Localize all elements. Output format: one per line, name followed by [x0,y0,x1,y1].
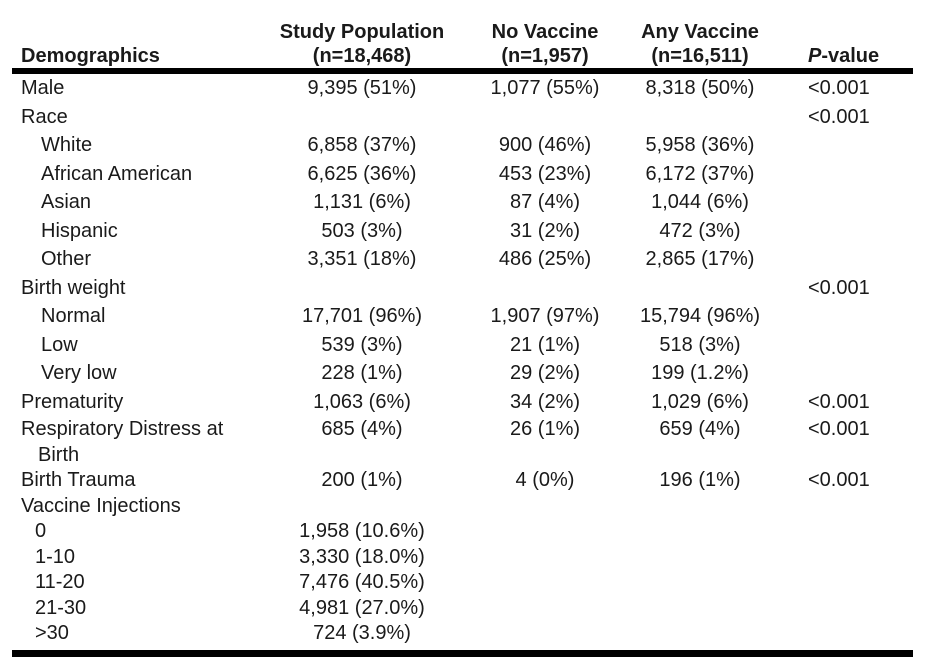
cell-no-vaccine: 34 (2%) [509,390,581,413]
cell-p-value [784,217,913,246]
table-row-other-race [12,245,913,274]
cell-any-vaccine: 8,318 (50%) [645,77,755,99]
table-row-race [12,103,913,132]
column-header-demographics: Demographics [12,19,250,71]
demographics-table [12,19,913,657]
column-header-no-vaccine [474,19,616,71]
cell-any-vaccine: 1,029 (6%) [651,390,749,413]
table-row-hispanic [12,217,913,246]
row-label: 21-30 [35,596,87,619]
table-row-birth-weight [12,274,913,303]
cell-study-population: 228 (1%) [321,362,403,384]
cell-study-population [250,274,474,303]
cell-study-population: 724 (3.9%) [313,622,411,644]
cell-no-vaccine: 31 (2%) [509,219,581,242]
cell-any-vaccine: 5,958 (36%) [645,134,755,156]
cell-study-population: 503 (3%) [321,219,403,242]
cell-p-value [784,570,913,596]
row-label: White [41,134,93,156]
table-header [12,19,913,71]
table-row-white [12,131,913,160]
no-vaccine-line1: No Vaccine [491,21,599,43]
cell-p-value: <0.001 [808,77,870,99]
cell-study-population: 1,131 (6%) [313,191,411,213]
table-row-african-american [12,160,913,189]
any-vaccine-n: (n=16,511) [651,45,749,67]
cell-any-vaccine [616,103,784,132]
cell-no-vaccine: 486 (25%) [498,248,592,270]
cell-no-vaccine [474,274,616,303]
cell-study-population: 7,476 (40.5%) [299,571,425,593]
cell-any-vaccine [616,519,784,545]
row-label: Birth weight [21,276,126,299]
row-label: Asian [41,191,92,213]
row-label: Very low [41,362,117,384]
any-vaccine-line1: Any Vaccine [641,21,759,43]
cell-no-vaccine [474,494,616,520]
cell-any-vaccine: 15,794 (96%) [639,305,761,327]
cell-any-vaccine: 472 (3%) [659,219,741,242]
cell-no-vaccine: 26 (1%) [509,418,581,440]
cell-study-population: 685 (4%) [321,418,403,440]
cell-no-vaccine: 4 (0%) [515,469,575,491]
cell-any-vaccine: 196 (1%) [659,469,741,491]
row-label: Vaccine Injections [21,494,181,517]
row-label: Race [21,105,68,128]
cell-study-population: 3,351 (18%) [307,248,417,270]
cell-no-vaccine: 453 (23%) [498,162,592,185]
study-population-line1: Study Population [279,21,445,43]
cell-p-value [784,596,913,622]
table-row-vaccine-injections [12,494,913,520]
table-row-injections-21-30 [12,596,913,622]
cell-study-population: 1,063 (6%) [313,390,411,413]
table-body [12,71,913,653]
cell-p-value [784,621,913,653]
cell-no-vaccine [474,570,616,596]
table-row-normal-weight [12,302,913,331]
column-header-study-population [250,19,474,71]
cell-p-value [784,188,913,217]
cell-no-vaccine [474,621,616,653]
row-label: 0 [35,520,47,542]
table-row-birth-trauma [12,468,913,494]
cell-p-value [784,359,913,388]
column-header-any-vaccine [616,19,784,71]
cell-any-vaccine [616,494,784,520]
table-row-injections-1-10 [12,545,913,571]
cell-no-vaccine: 1,907 (97%) [490,305,600,327]
table-row-respiratory-distress [12,416,913,468]
table-row-very-low-weight [12,359,913,388]
cell-p-value: <0.001 [808,390,870,413]
row-label: Respiratory Distress at Birth [21,418,224,466]
p-value-rest: -value [821,45,880,67]
table-row-injections-11-20 [12,570,913,596]
cell-any-vaccine [616,545,784,571]
cell-any-vaccine: 659 (4%) [659,418,741,440]
cell-study-population: 6,625 (36%) [307,162,417,185]
table-row-low-weight [12,331,913,360]
row-label: Male [21,77,65,99]
cell-study-population: 6,858 (37%) [307,134,417,156]
cell-no-vaccine: 900 (46%) [498,134,592,156]
cell-p-value [784,519,913,545]
row-label: 11-20 [35,571,85,593]
cell-any-vaccine: 2,865 (17%) [645,248,755,270]
cell-no-vaccine: 1,077 (55%) [490,77,600,99]
cell-no-vaccine: 21 (1%) [509,333,581,356]
p-value-italic-p: P [808,45,822,67]
cell-any-vaccine [616,274,784,303]
cell-p-value: <0.001 [808,276,870,299]
row-label: 1-10 [35,545,76,568]
cell-any-vaccine [616,570,784,596]
column-header-p-value [784,19,913,71]
no-vaccine-n: (n=1,957) [501,45,589,67]
cell-p-value [784,494,913,520]
cell-no-vaccine: 87 (4%) [509,191,581,213]
table-row-asian [12,188,913,217]
cell-p-value [784,302,913,331]
cell-no-vaccine: 29 (2%) [509,362,581,384]
row-label: Normal [41,305,106,327]
table-row-prematurity [12,388,913,417]
cell-any-vaccine: 518 (3%) [659,333,741,356]
cell-study-population: 3,330 (18.0%) [299,545,425,568]
table-row-injections-0 [12,519,913,545]
cell-study-population: 4,981 (27.0%) [299,596,425,619]
cell-p-value: <0.001 [808,105,870,128]
study-population-n: (n=18,468) [312,45,412,67]
cell-p-value: <0.001 [808,469,870,491]
cell-no-vaccine [474,596,616,622]
table-row-male [12,71,913,103]
cell-any-vaccine [616,621,784,653]
cell-study-population [250,103,474,132]
row-label: Low [41,333,78,356]
cell-any-vaccine: 199 (1.2%) [651,362,749,384]
cell-p-value: <0.001 [808,418,870,440]
cell-any-vaccine: 1,044 (6%) [651,191,749,213]
header-row [12,19,913,71]
cell-p-value [784,160,913,189]
cell-no-vaccine [474,545,616,571]
cell-any-vaccine [616,596,784,622]
cell-p-value [784,331,913,360]
cell-study-population: 9,395 (51%) [307,77,417,99]
cell-study-population: 1,958 (10.6%) [299,520,425,542]
cell-no-vaccine [474,103,616,132]
row-label: Prematurity [21,390,124,413]
row-label: Birth Trauma [21,469,136,491]
table-row-injections-over-30 [12,621,913,653]
cell-study-population: 200 (1%) [321,469,403,491]
cell-study-population: 17,701 (96%) [301,305,423,327]
cell-p-value [784,131,913,160]
demographics-table-container [12,19,913,657]
cell-no-vaccine [474,519,616,545]
cell-study-population [250,494,474,520]
cell-study-population: 539 (3%) [321,333,403,356]
cell-p-value [784,245,913,274]
row-label: Hispanic [41,219,118,242]
cell-any-vaccine: 6,172 (37%) [645,162,755,185]
row-label: >30 [35,622,69,644]
row-label: African American [41,162,193,185]
row-label: Other [41,248,92,270]
cell-p-value [784,545,913,571]
